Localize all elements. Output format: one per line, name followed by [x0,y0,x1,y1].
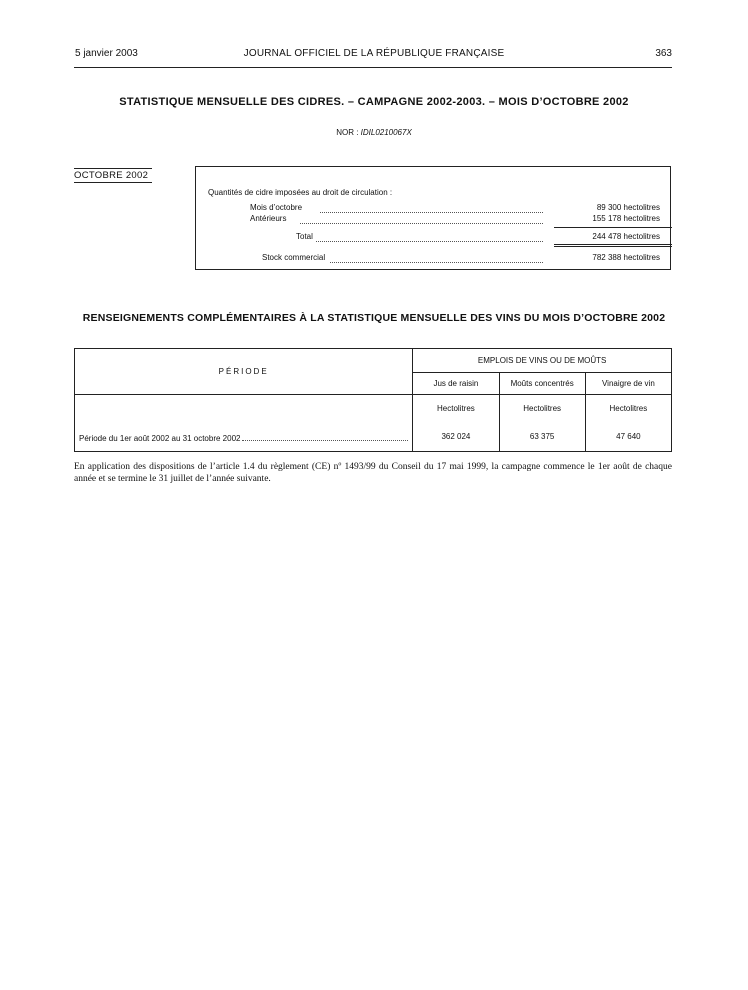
nor-code: IDIL0210067X [360,128,412,137]
nor-label: NOR : [336,128,361,137]
value-cell [585,395,671,452]
page-number: 363 [655,48,672,59]
usage-group-header: EMPLOIS DE VINS OU DE MOÛTS [413,349,672,373]
period-header: PÉRIODE [75,349,413,395]
month-label: OCTOBRE 2002 [74,168,152,183]
dot-leader [242,440,408,441]
value-mouts-concentres: 63 375 [529,432,555,441]
cider-heading: Quantités de cidre imposées au droit de circulation : [208,188,393,197]
cider-row-label: Mois d’octobre [250,203,303,212]
regulation-footnote: En application des dispositions de l’article 1.4 du règlement (CE) nº 1493/99 du Conseil du 17 mai 1999, la campagne commence le 1er août de chaque année et se termine le 31 juillet de l’année suivante. [74,462,672,484]
cider-row-value: 155 178 hectolitres [592,214,660,223]
value-cell [499,395,585,452]
unit-label: Hectolitres [523,404,562,413]
journal-title: JOURNAL OFFICIEL DE LA RÉPUBLIQUE FRANÇAISE [243,48,505,59]
value-vinaigre-de-vin: 47 640 [616,432,641,441]
dot-leader [316,241,543,242]
total-double-rule-1 [554,244,672,245]
value-jus-de-raisin: 362 024 [441,432,471,441]
column-header: Vinaigre de vin [585,373,671,395]
total-double-rule-2 [554,246,672,247]
period-text: Période du 1er août 2002 au 31 octobre 2002 [79,434,241,443]
stock-value: 782 388 hectolitres [592,253,660,262]
header-rule [74,67,672,68]
cider-quantities-box [195,166,671,270]
unit-label: Hectolitres [609,404,648,413]
cider-statistics-title: STATISTIQUE MENSUELLE DES CIDRES. – CAMPAGNE 2002-2003. – MOIS D’OCTOBRE 2002 [119,96,629,108]
cider-total-value: 244 478 hectolitres [592,232,660,241]
wine-usage-table [74,348,672,452]
cider-row-label: Antérieurs [250,214,287,223]
total-rule [554,227,672,228]
nor-reference [0,128,748,137]
period-cell [75,395,413,452]
column-header: Jus de raisin [413,373,499,395]
dot-leader [300,223,543,224]
dot-leader [330,262,543,263]
stock-label: Stock commercial [262,253,326,262]
wine-statistics-title: RENSEIGNEMENTS COMPLÉMENTAIRES À LA STATISTIQUE MENSUELLE DES VINS DU MOIS D’OCTOBRE 2002 [82,312,666,324]
dot-leader [320,212,543,213]
value-cell [413,395,499,452]
cider-total-label: Total [296,232,313,241]
header-date: 5 janvier 2003 [75,48,138,59]
unit-label: Hectolitres [437,404,475,413]
column-header: Moûts concentrés [499,373,585,395]
cider-row-value: 89 300 hectolitres [596,203,660,212]
